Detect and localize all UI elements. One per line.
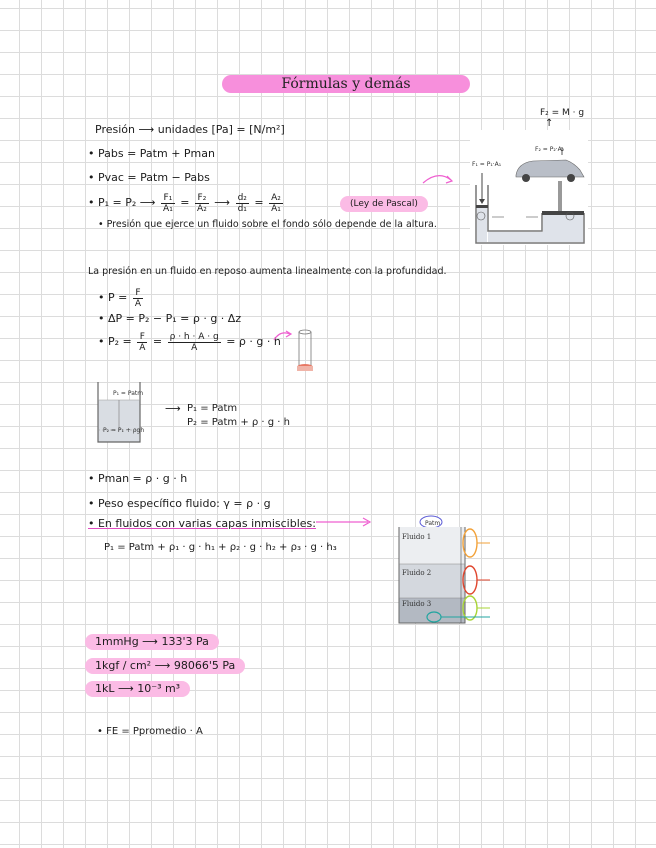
hydraulic-press-figure (418, 125, 588, 250)
frac-f-a: $\frac{F}{A}$ (134, 287, 142, 309)
delta-p-formula: • ΔP = P₂ − P₁ = ρ · g · Δz (98, 312, 242, 325)
up-arrow-icon: ↑ (545, 118, 554, 129)
page-title: Fórmulas y demás (222, 75, 470, 93)
conversion-mmhg: 1mmHg ⟶ 133'3 Pa (85, 634, 219, 650)
arrow-icon: ⟶ (165, 402, 181, 415)
fe-formula: • FE = Ppromedio · A (97, 726, 203, 737)
p1-layers-formula: P₁ = Patm + ρ₁ · g · h₁ + ρ₂ · g · h₂ + ρ₃ · g · h₃ (104, 542, 337, 553)
force-note: F₂ = M · g (540, 108, 585, 118)
pascal-formula: • P₁ = P₂ ⟶ $\frac{\text{F₁}}{\text{A₁}}$ = $\frac{\text{F₂}}{\text{A₂}}$ ⟶ $\frac{\text{d₂}}{\text{d₁}}$ = $\frac{\text{A₂}}{\text{A₁}}$ (88, 192, 281, 214)
pman-formula: • Pman = ρ · g · h (88, 472, 188, 485)
fluid-label-3: Fluido 3 (402, 600, 432, 608)
p2-derivation: • P₂ = $\frac{F}{A}$ = $\frac{\rho \cdot h \cdot A \cdot g}{A}$ = ρ · g · h (98, 331, 281, 353)
frac-d2-d1: $\frac{\text{d₂}}{\text{d₁}}$ (237, 192, 247, 214)
svg-text:Patm: Patm (425, 520, 441, 527)
open-tank-figure (95, 378, 145, 448)
p1-result: P₁ = Patm (187, 403, 238, 414)
presion-units: Presión ⟶ unidades [Pa] = [N/m²] (95, 123, 285, 136)
fluid-label-2: Fluido 2 (402, 569, 432, 577)
pascal-start: • P₁ = P₂ ⟶ (88, 196, 156, 209)
frac-a2-a1: $\frac{\text{A₂}}{\text{A₁}}$ (271, 192, 281, 214)
conversion-kgf: 1kgf / cm² ⟶ 98066'5 Pa (85, 658, 245, 674)
peso-especifico: • Peso específico fluido: γ = ρ · g (88, 497, 271, 510)
p2-result: P₂ = Patm + ρ · g · h (187, 417, 290, 428)
frac-f1-a1: $\frac{\text{F₁}}{\text{A₁}}$ (163, 192, 173, 214)
frac-p2-f-a: $\frac{F}{A}$ (139, 331, 146, 353)
depth-intro: La presión en un fluido en reposo aumenta linealmente con la profundidad. (88, 266, 447, 277)
pabs-formula: • Pabs = Patm + Pman (88, 147, 215, 160)
cylinder-figure (270, 322, 325, 377)
conversion-kl: 1kL ⟶ 10⁻³ m³ (85, 681, 190, 697)
p-definition: • P = $\frac{F}{A}$ (98, 287, 142, 309)
pvac-formula: • Pvac = Patm − Pabs (88, 171, 210, 184)
ley-pascal-tag: (Ley de Pascal) (340, 196, 428, 212)
pink-arrow-icon (314, 516, 374, 528)
frac-f2-a2: $\frac{\text{F₂}}{\text{A₂}}$ (197, 192, 207, 214)
frac-rho-h-a-g: $\frac{\rho \cdot h \cdot A \cdot g}{A}$ (169, 331, 219, 353)
capas-inmiscibles: • En fluidos con varias capas inmiscibles: (88, 517, 316, 530)
altura-note: • Presión que ejerce un fluido sobre el fondo sólo depende de la altura. (98, 219, 437, 230)
fluid-label-1: Fluido 1 (402, 533, 432, 541)
